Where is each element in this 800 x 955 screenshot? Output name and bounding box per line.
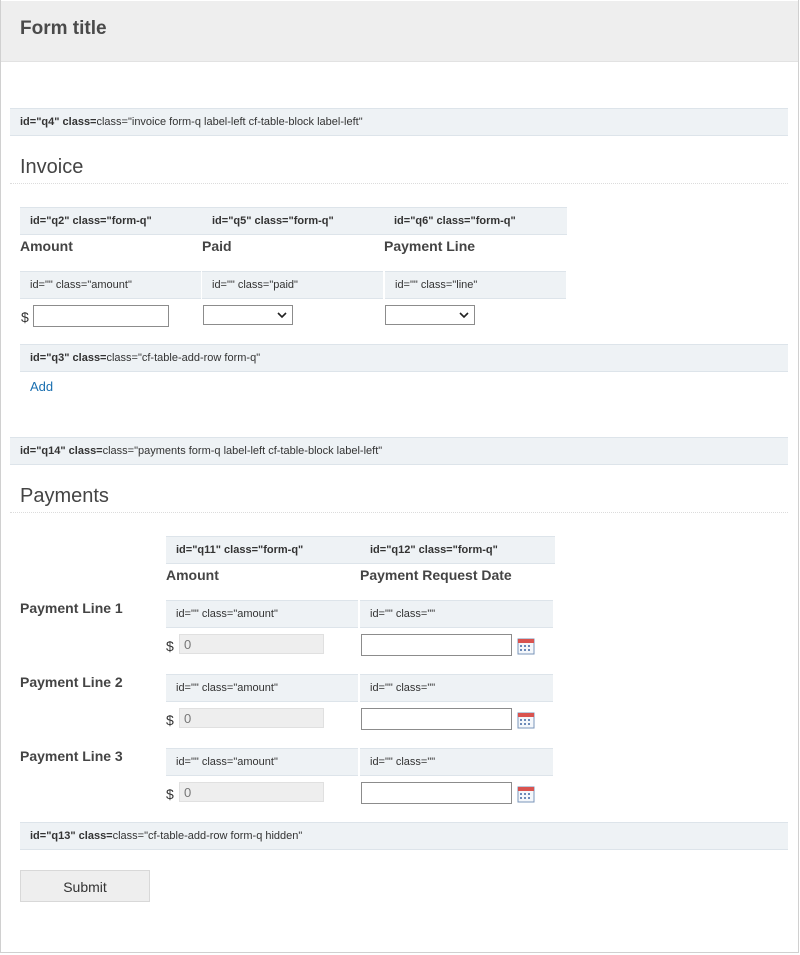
payment-date-input[interactable] bbox=[361, 634, 512, 656]
tag-id: id="" bbox=[370, 682, 393, 694]
add-row-link[interactable]: Add bbox=[30, 379, 54, 394]
tag-id: id="q14" bbox=[20, 445, 66, 457]
chevron-down-icon bbox=[458, 309, 470, 321]
payments-col-amount-tag bbox=[166, 536, 360, 564]
tag-id: id="q2" bbox=[30, 215, 70, 227]
payment-line-label: Payment Line 3 bbox=[20, 748, 123, 764]
tag-id: id="q5" bbox=[212, 215, 252, 227]
tag-id: id="" bbox=[176, 682, 199, 694]
payment-amount-input[interactable] bbox=[179, 782, 324, 802]
invoice-col-amount-label: Amount bbox=[20, 238, 73, 254]
invoice-block-tag: id="q4" class=class="invoice form-q label-left cf-table-block label-left" bbox=[10, 108, 788, 136]
tag-id: id="q12" bbox=[370, 544, 416, 556]
invoice-cell-paid-tag bbox=[202, 271, 383, 299]
submit-button[interactable]: Submit bbox=[20, 870, 150, 902]
payments-heading-divider bbox=[10, 512, 788, 513]
tag-id: id="" bbox=[30, 279, 53, 291]
tag-id: id="" bbox=[395, 279, 418, 291]
invoice-heading: Invoice bbox=[20, 156, 84, 178]
invoice-col-line-tag bbox=[384, 207, 567, 235]
payments-col-date-tag bbox=[360, 536, 555, 564]
payment-amount-tag bbox=[166, 600, 358, 628]
chevron-down-icon bbox=[276, 309, 288, 321]
payments-heading: Payments bbox=[20, 485, 109, 507]
tag-id: id="q6" bbox=[394, 215, 434, 227]
tag-class: class="" bbox=[395, 682, 436, 694]
payment-amount-tag bbox=[166, 748, 358, 776]
payment-amount-tag bbox=[166, 674, 358, 702]
invoice-amount-input[interactable] bbox=[33, 305, 169, 327]
calendar-icon[interactable] bbox=[517, 637, 535, 655]
tag-id: id="" bbox=[176, 608, 199, 620]
invoice-col-amount-tag bbox=[20, 207, 202, 235]
invoice-paid-select[interactable] bbox=[203, 305, 293, 325]
payments-block-tag: id="q14" class=class="payments form-q label-left cf-table-block label-left" bbox=[10, 437, 788, 465]
tag-class: class="amount" bbox=[201, 682, 278, 694]
form-title: Form title bbox=[20, 18, 107, 39]
calendar-icon[interactable] bbox=[517, 785, 535, 803]
payment-date-input[interactable] bbox=[361, 782, 512, 804]
tag-class: class="amount" bbox=[55, 279, 132, 291]
tag-class: class="form-q" bbox=[224, 544, 304, 556]
invoice-add-row-tag: id="q3" class=class="cf-table-add-row form-q" bbox=[20, 344, 788, 372]
tag-class: class="form-q" bbox=[436, 215, 516, 227]
payment-date-tag bbox=[360, 748, 553, 776]
invoice-col-paid-tag bbox=[202, 207, 384, 235]
tag-id: id="" bbox=[176, 756, 199, 768]
invoice-col-paid-label: Paid bbox=[202, 238, 232, 254]
form-header bbox=[1, 1, 798, 62]
invoice-cell-line-tag bbox=[385, 271, 566, 299]
payment-currency-symbol: $ bbox=[166, 786, 174, 802]
payments-col-date-label: Payment Request Date bbox=[360, 567, 512, 583]
tag-id: id="q3" bbox=[30, 352, 70, 364]
tag-class: class="amount" bbox=[201, 608, 278, 620]
payment-currency-symbol: $ bbox=[166, 712, 174, 728]
invoice-heading-divider bbox=[10, 183, 788, 184]
payment-date-tag bbox=[360, 674, 553, 702]
tag-class: class="cf-table-add-row form-q hidden" bbox=[112, 830, 303, 842]
tag-class: class="amount" bbox=[201, 756, 278, 768]
invoice-col-line-label: Payment Line bbox=[384, 238, 476, 254]
tag-id: id="q11" bbox=[176, 544, 221, 556]
tag-class: class="cf-table-add-row form-q" bbox=[106, 352, 261, 364]
payments-add-row-tag: id="q13" class=class="cf-table-add-row form-q hidden" bbox=[20, 822, 788, 850]
payment-amount-input[interactable] bbox=[179, 708, 324, 728]
invoice-cell-amount-tag bbox=[20, 271, 201, 299]
payment-line-label: Payment Line 2 bbox=[20, 674, 123, 690]
payment-date-tag bbox=[360, 600, 553, 628]
invoice-block-tag-class: class="invoice form-q label-left cf-table-block label-left" bbox=[96, 116, 363, 128]
tag-class: class="paid" bbox=[237, 279, 298, 291]
tag-id: id="q13" bbox=[30, 830, 76, 842]
payment-amount-input[interactable] bbox=[179, 634, 324, 654]
invoice-currency-symbol: $ bbox=[21, 309, 29, 325]
tag-id: id="" bbox=[370, 608, 393, 620]
tag-class: class="form-q" bbox=[418, 544, 498, 556]
tag-class: class="" bbox=[395, 756, 436, 768]
tag-class: class="form-q" bbox=[254, 215, 334, 227]
payment-date-input[interactable] bbox=[361, 708, 512, 730]
invoice-block-tag-id: id="q4" bbox=[20, 116, 60, 128]
tag-id: id="" bbox=[212, 279, 235, 291]
calendar-icon[interactable] bbox=[517, 711, 535, 729]
tag-class: class="payments form-q label-left cf-table-block label-left" bbox=[102, 445, 383, 457]
invoice-line-select[interactable] bbox=[385, 305, 475, 325]
tag-class: class="" bbox=[395, 608, 436, 620]
tag-id: id="" bbox=[370, 756, 393, 768]
payments-col-amount-label: Amount bbox=[166, 567, 219, 583]
tag-class: class="form-q" bbox=[72, 215, 152, 227]
payment-line-label: Payment Line 1 bbox=[20, 600, 123, 616]
tag-class: class="line" bbox=[420, 279, 478, 291]
payment-currency-symbol: $ bbox=[166, 638, 174, 654]
